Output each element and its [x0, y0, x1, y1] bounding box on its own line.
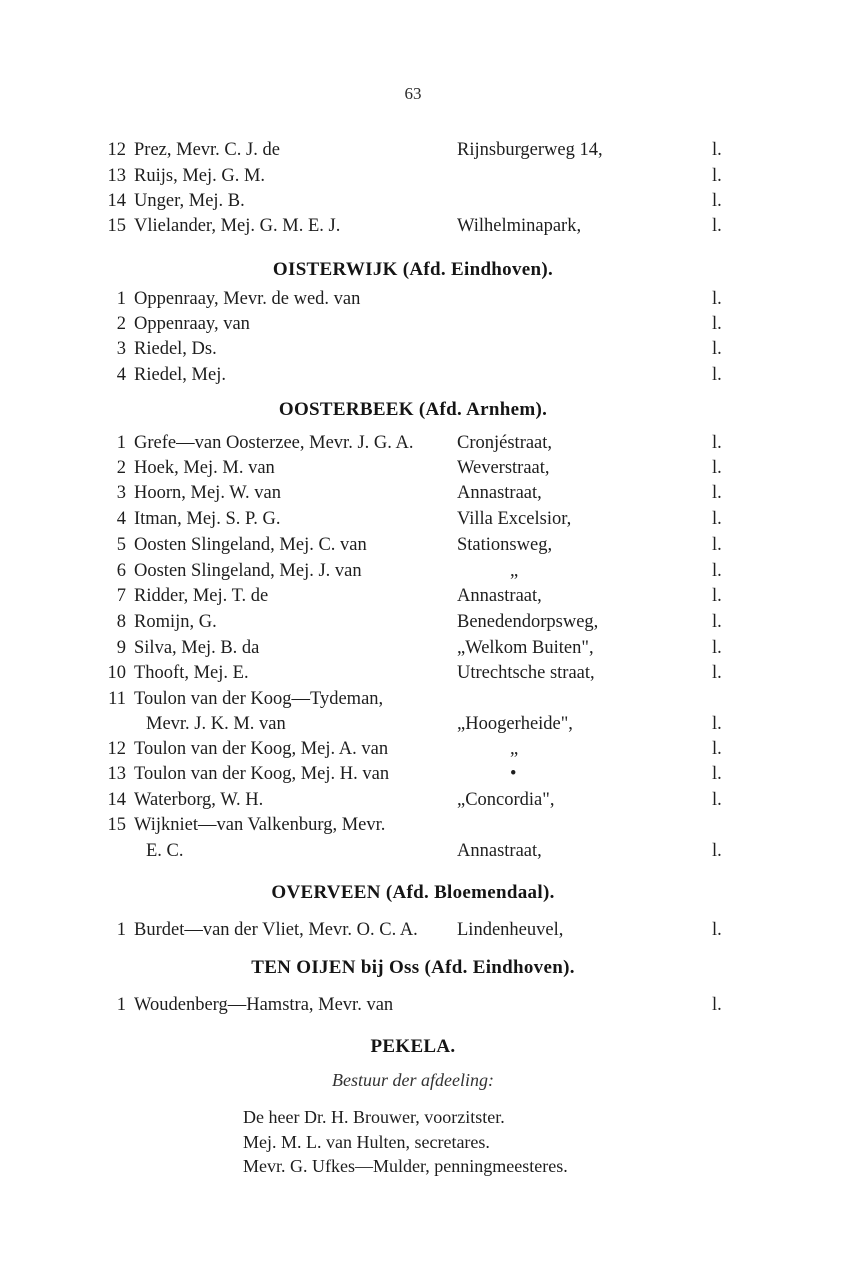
list-item	[0, 737, 860, 761]
entry-number: 7	[116, 586, 126, 606]
entry-address: Benedendorpsweg,	[457, 612, 599, 632]
entry-number: 9	[116, 638, 126, 658]
entry-name: Silva, Mej. B. da	[134, 638, 260, 658]
entry-name: Oosten Slingeland, Mej. J. van	[134, 561, 362, 581]
page-number: 63	[404, 84, 422, 103]
entry-number: 12	[107, 739, 126, 759]
entry-number: 1	[116, 920, 126, 940]
section-heading-overveen: OVERVEEN (Afd. Bloemendaal).	[271, 882, 555, 903]
list-item	[0, 363, 860, 387]
entry-name: Ruijs, Mej. G. M.	[134, 166, 266, 186]
entry-address: Cronjéstraat,	[457, 433, 553, 453]
section-heading-ten-oijen: TEN OIJEN bij Oss (Afd. Eindhoven).	[251, 957, 575, 978]
section-heading-pekela: PEKELA.	[370, 1036, 456, 1057]
entry-address: Villa Excelsior,	[457, 509, 572, 529]
entry-number: 1	[116, 433, 126, 453]
entry-mark: l.	[712, 638, 722, 658]
list-item	[0, 214, 860, 238]
entry-address: Stationsweg,	[457, 535, 553, 555]
entry-name: Oppenraay, Mevr. de wed. van	[134, 289, 361, 309]
entry-name: Toulon van der Koog, Mej. H. van	[134, 764, 390, 784]
entry-number: 6	[116, 561, 126, 581]
entry-address: Wilhelminapark,	[457, 216, 582, 236]
entry-mark: l.	[712, 365, 722, 385]
entry-name: Riedel, Ds.	[134, 339, 217, 359]
entry-name: Hoek, Mej. M. van	[134, 458, 275, 478]
list-item	[0, 456, 860, 480]
entry-address-ditto: „	[510, 739, 519, 759]
list-item-continuation	[0, 839, 860, 863]
entry-address: Weverstraat,	[457, 458, 550, 478]
list-item	[0, 559, 860, 583]
entry-name: Oosten Slingeland, Mej. C. van	[134, 535, 367, 555]
entry-mark: l.	[712, 764, 722, 784]
entry-name: Prez, Mevr. C. J. de	[134, 140, 280, 160]
entry-mark: l.	[712, 216, 722, 236]
list-item	[0, 533, 860, 557]
entry-name-continuation: Mevr. J. K. M. van	[146, 714, 286, 734]
entry-number: 1	[116, 995, 126, 1015]
list-item	[0, 287, 860, 311]
list-item	[0, 189, 860, 213]
entry-number: 13	[107, 166, 126, 186]
entry-address: Annastraat,	[457, 841, 542, 861]
list-item	[0, 507, 860, 531]
list-item	[0, 312, 860, 336]
entry-mark: l.	[712, 995, 722, 1015]
entry-address: Lindenheuvel,	[457, 920, 564, 940]
list-item-continuation	[0, 712, 860, 736]
entry-address: „Concordia",	[457, 790, 555, 810]
entry-mark: l.	[712, 739, 722, 759]
entry-mark: l.	[712, 289, 722, 309]
list-item	[0, 138, 860, 162]
entry-number: 12	[107, 140, 126, 160]
entry-name: Grefe—van Oosterzee, Mevr. J. G. A.	[134, 433, 414, 453]
entry-name: Oppenraay, van	[134, 314, 250, 334]
entry-number: 14	[107, 191, 126, 211]
entry-number: 2	[116, 314, 126, 334]
entry-mark: l.	[712, 140, 722, 160]
list-item	[0, 918, 860, 942]
board-member: Mej. M. L. van Hulten, secretares.	[243, 1132, 490, 1152]
entry-name: Wijkniet—van Valkenburg, Mevr.	[134, 815, 386, 835]
entry-address: „Welkom Buiten",	[457, 638, 594, 658]
entry-name: Thooft, Mej. E.	[134, 663, 249, 683]
list-item	[0, 610, 860, 634]
entry-address: „Hoogerheide",	[457, 714, 573, 734]
entry-mark: l.	[712, 339, 722, 359]
entry-mark: l.	[712, 483, 722, 503]
entry-number: 13	[107, 764, 126, 784]
entry-address: Annastraat,	[457, 586, 542, 606]
entry-address: Rijnsburgerweg 14,	[457, 140, 603, 160]
list-item	[0, 788, 860, 812]
entry-mark: l.	[712, 663, 722, 683]
entry-number: 4	[116, 365, 126, 385]
entry-number: 5	[116, 535, 126, 555]
entry-name: Ridder, Mej. T. de	[134, 586, 269, 606]
entry-mark: l.	[712, 841, 722, 861]
entry-name: Burdet—van der Vliet, Mevr. O. C. A.	[134, 920, 418, 940]
section-heading-oisterwijk: OISTERWIJK (Afd. Eindhoven).	[272, 259, 554, 280]
entry-number: 11	[108, 689, 126, 709]
entry-number: 8	[116, 612, 126, 632]
entry-name: Vlielander, Mej. G. M. E. J.	[134, 216, 341, 236]
entry-name: Riedel, Mej.	[134, 365, 226, 385]
entry-mark: l.	[712, 509, 722, 529]
entry-name: Toulon van der Koog, Mej. A. van	[134, 739, 389, 759]
board-member: Mevr. G. Ufkes—Mulder, penningmeesteres.	[243, 1156, 568, 1176]
entry-number: 1	[116, 289, 126, 309]
entry-number: 10	[107, 663, 126, 683]
list-item	[0, 762, 860, 786]
list-item	[0, 661, 860, 685]
list-item	[0, 636, 860, 660]
entry-number: 15	[107, 815, 126, 835]
entry-number: 4	[116, 509, 126, 529]
entry-number: 3	[116, 339, 126, 359]
entry-mark: l.	[712, 535, 722, 555]
entry-mark: l.	[712, 714, 722, 734]
board-subtitle: Bestuur der afdeeling:	[332, 1070, 494, 1090]
entry-name: Unger, Mej. B.	[134, 191, 245, 211]
entry-mark: l.	[712, 920, 722, 940]
entry-number: 2	[116, 458, 126, 478]
list-item	[0, 481, 860, 505]
entry-address: Annastraat,	[457, 483, 542, 503]
list-item	[0, 687, 860, 711]
entry-name-continuation: E. C.	[146, 841, 184, 861]
entry-mark: l.	[712, 790, 722, 810]
entry-mark: l.	[712, 314, 722, 334]
entry-name: Romijn, G.	[134, 612, 217, 632]
entry-name: Toulon van der Koog—Tydeman,	[134, 689, 384, 709]
entry-name: Woudenberg—Hamstra, Mevr. van	[134, 995, 394, 1015]
entry-name: Itman, Mej. S. P. G.	[134, 509, 281, 529]
list-item	[0, 813, 860, 837]
entry-address-ditto: „	[510, 561, 519, 581]
entry-name: Waterborg, W. H.	[134, 790, 264, 810]
entry-mark: l.	[712, 433, 722, 453]
entry-mark: l.	[712, 458, 722, 478]
entry-number: 3	[116, 483, 126, 503]
list-item	[0, 431, 860, 455]
entry-address: Utrechtsche straat,	[457, 663, 595, 683]
entry-mark: l.	[712, 166, 722, 186]
entry-mark: l.	[712, 191, 722, 211]
entry-mark: l.	[712, 561, 722, 581]
section-heading-oosterbeek: OOSTERBEEK (Afd. Arnhem).	[278, 399, 548, 420]
board-member: De heer Dr. H. Brouwer, voorzitster.	[243, 1107, 505, 1127]
entry-name: Hoorn, Mej. W. van	[134, 483, 281, 503]
list-item	[0, 164, 860, 188]
entry-mark: l.	[712, 612, 722, 632]
entry-mark: l.	[712, 586, 722, 606]
list-item	[0, 337, 860, 361]
entry-address-ditto: •	[510, 764, 517, 784]
entry-number: 14	[107, 790, 126, 810]
entry-number: 15	[107, 216, 126, 236]
list-item	[0, 584, 860, 608]
list-item	[0, 993, 860, 1017]
